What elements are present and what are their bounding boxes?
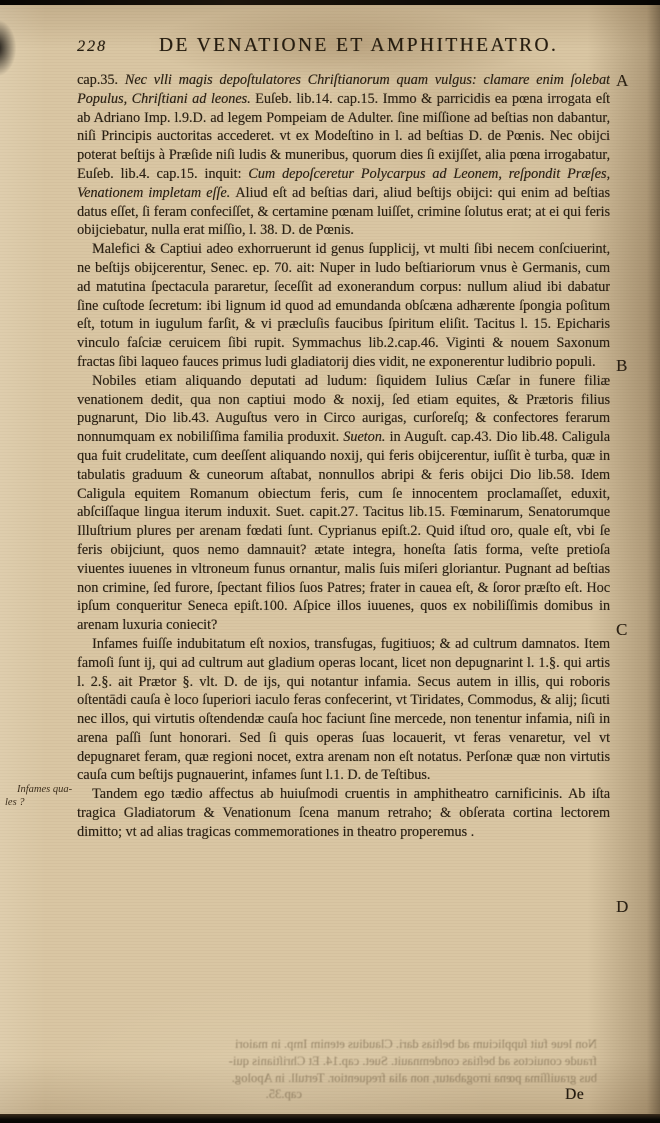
roman-text-run: Tandem ego tædio affectus ab huiuſmodi cruentis in amphitheatro carnificinis. Ab iſta tragica Gladiatorum & Venationum ſcena manum retraho; & obſerata cortina lectorem dimitto; vt ad alias tragicas commemorationes in theatro properemus . [77,786,610,840]
italic-text-run: Sueton. [343,429,390,446]
margin-letter-b: B [616,356,628,375]
page-number: 228 [77,38,107,55]
margin-letter-d: D [616,897,629,916]
bleedthrough-line: Non leue fuit ſupplicium ad beſtias dari. Claudius etenim Imp. in maiori [235,1037,597,1051]
running-title: DE VENATIONE ET AMPHITHEATRO. [158,35,559,56]
paragraph [77,635,610,785]
page-paper [0,5,660,1114]
catchword: De [565,1086,585,1103]
paragraph [77,785,610,841]
margin-note [5,784,73,809]
roman-text-run: cap.35. [77,72,125,88]
margin-letter-c: C [616,620,628,639]
roman-text-run: in Auguſt. cap.43. Dio lib.48. Caligula qua fuit crudelitate, cum deeſſent aliquando noxij, qui feris obijcerentur, iuſſit è turba, quæ in tabulatis graduum & cuneorum aſtabat, nonnullos abripi & feris obijci Dio lib.58. Idem Caligula equitem Romanum obiectum feris, cum ſe innocentem proclamaſſet, eduxit, abſciſſaque lingua iterum induxit. Suet. capit.27. Tacitus lib.15. Fœminarum, Senatorumque Illuſtrium plures per arenam fœdati ſunt. Cyprianus epiſt.2. Quid iſtud oro, quale eſt, vbi ſe feris obijciunt, quos nemo damnauit? ætate integra, honeſta ſatis forma, veſte pretioſa viuentes iuuenes in vltroneum funus ornantur, malis ſuis miſeri gloriantur. Pugnant ad beſtias non crimine, ſed furore, ſpectant filios ſuos Patres; frater in cauea eſt, & ſoror præſto eſt. Hoc ipſum conqueritur Seneca epiſt.100. Aſpice illos iuuenes, quos ex nobiliſſimis domibus in arenam luxuria coniecit? [77,429,610,634]
scan-edge-artifact [0,20,16,76]
bleedthrough-line: cap.35. [265,1087,302,1102]
scan-edge-bottom [0,1114,660,1123]
italic-text-run: Cum depoſceretur Polycarpus ad Leonem, reſpondit Præſes, Venationem impletam eſſe. [77,165,610,201]
italic-text-run: Nec vlli magis depoſtulatores Chriſtianorum quam vulgus: clamare enim ſolebat Populus, Chriſtiani ad leones. [77,72,610,107]
roman-text-run: Nobiles etiam aliquando deputati ad ludum: ſiquidem Iulius Cæſar in funere filiæ venationem dedit, qua non captiui modo & noxij, ſed etiam equites, & Prætoris filius pugnarunt, Dio lib.43. Auguſtus vero in Circo aurigas, curſoreſq; & confectores ferarum nonnumquam ex nobiliſſima familia produxit. [77,372,610,446]
roman-text-run: Malefici & Captiui adeo exhorruerunt id genus ſupplicij, vt multi ſibi necem conſciuerint, ne beſtijs obijcerentur, Senec. ep. 70. ait: Nuper in ludo beſtiariorum vnus è Germanis, cum ad matutina ſpectacula pararetur, ſeceſſit ad exonerandum corpus: nullum aliud ibi dabatur ſine cuſtode ſecretum: ibi lignum id quod ad emundanda obſcæna adhærente ſpongia poſitum eſt, totum in iugulum farſit, & vi præcluſis faucibus ſpiritum eliſit. Tacitus l. 15. Epicharis vinculo faſciæ ceruicem ſibi rupit. Symmachus lib.2.cap.46. Viginti & nouem Saxonum fractas ſibi laqueo fauces primus ludi gladiatorij dies vidit, ne exponerentur ludibrio populi. [77,241,610,370]
text-block [77,71,610,1047]
bleedthrough-line: bus grauiſſima pœna irrogabatur, non alia frequentior. Tertull. in Apolog. [231,1070,597,1085]
margin-note-line1: Infames qua- [17,784,73,795]
roman-text-run: Infames fuiſſe indubitatum eſt noxios, transfugas, fugitiuos; & ad cultrum damnatos. Item famoſi ſunt ij, qui ad cultrum aut gladium operas locant, licet non depugnarint l. 1.§. qui artis l. 2.§. ait Prætor §. vlt. D. de ijs, qui notantur infamia. Secus autem in illis, qui roboris oſtentādi cauſa è loco ſuperiori iaculo feras confecerint, vt Tiridates, Commodus, & alij; ſicuti nec illos, qui virtutis oſtendendæ cauſa hoc faciunt ſine mercede, non tenentur infamia, niſi in arena paſſi ſunt honorari. Sed ſi quis operas ſuas locauerit, vt feras venaretur, vel vt depugnaret feram, quæ regioni nocet, extra arenam non eſt notatus. Perſonæ quæ non virtutis cauſa cum beſtijs pugnauerint, infames ſunt l.1. D. de Teſtibus. [77,635,610,784]
scan-edge-top [0,0,660,5]
paragraph [77,71,610,240]
margin-letter-a: A [616,71,629,90]
roman-text-run: Aliud eſt ad beſtias dari, aliud beſtijs obijci: qui enim ad beſtias datus eſſet, ſi feram confeciſſet, & certamine pœnam luiſſet, crimine ſolutus erat; at ei qui feris obijciebatur, nulla erat miſſio, l. 38. D. de Pœnis. [77,184,610,239]
paragraph [77,240,610,372]
bleedthrough-line: fraude conuictos ad beſtias condemnauit. Suet. cap.14. Et Chriſtianis qui- [228,1053,597,1068]
page-header [77,35,610,57]
bleedthrough-text [77,1036,597,1103]
margin-note-line2: les ? [5,796,25,808]
paragraph [77,372,610,635]
roman-text-run: Euſeb. lib.14. cap.15. Immo & parricidis ea pœna irrogata eſt ab Adriano Imp. l.9.D. ad legem Pompeiam de Adulter. ſine miſſione ad beſtias non dabantur, niſi Principis auctoritas accederet. vt ex Modeſtino in l. ad beſtias D. de Pœnis. Nec obijci poterat beſtijs à Præſide niſi ludis & muneribus, quorum dies ſi exijſſet, alia pœna irrogabatur, Euſeb. lib.4. cap.15. inquit: [77,90,610,182]
